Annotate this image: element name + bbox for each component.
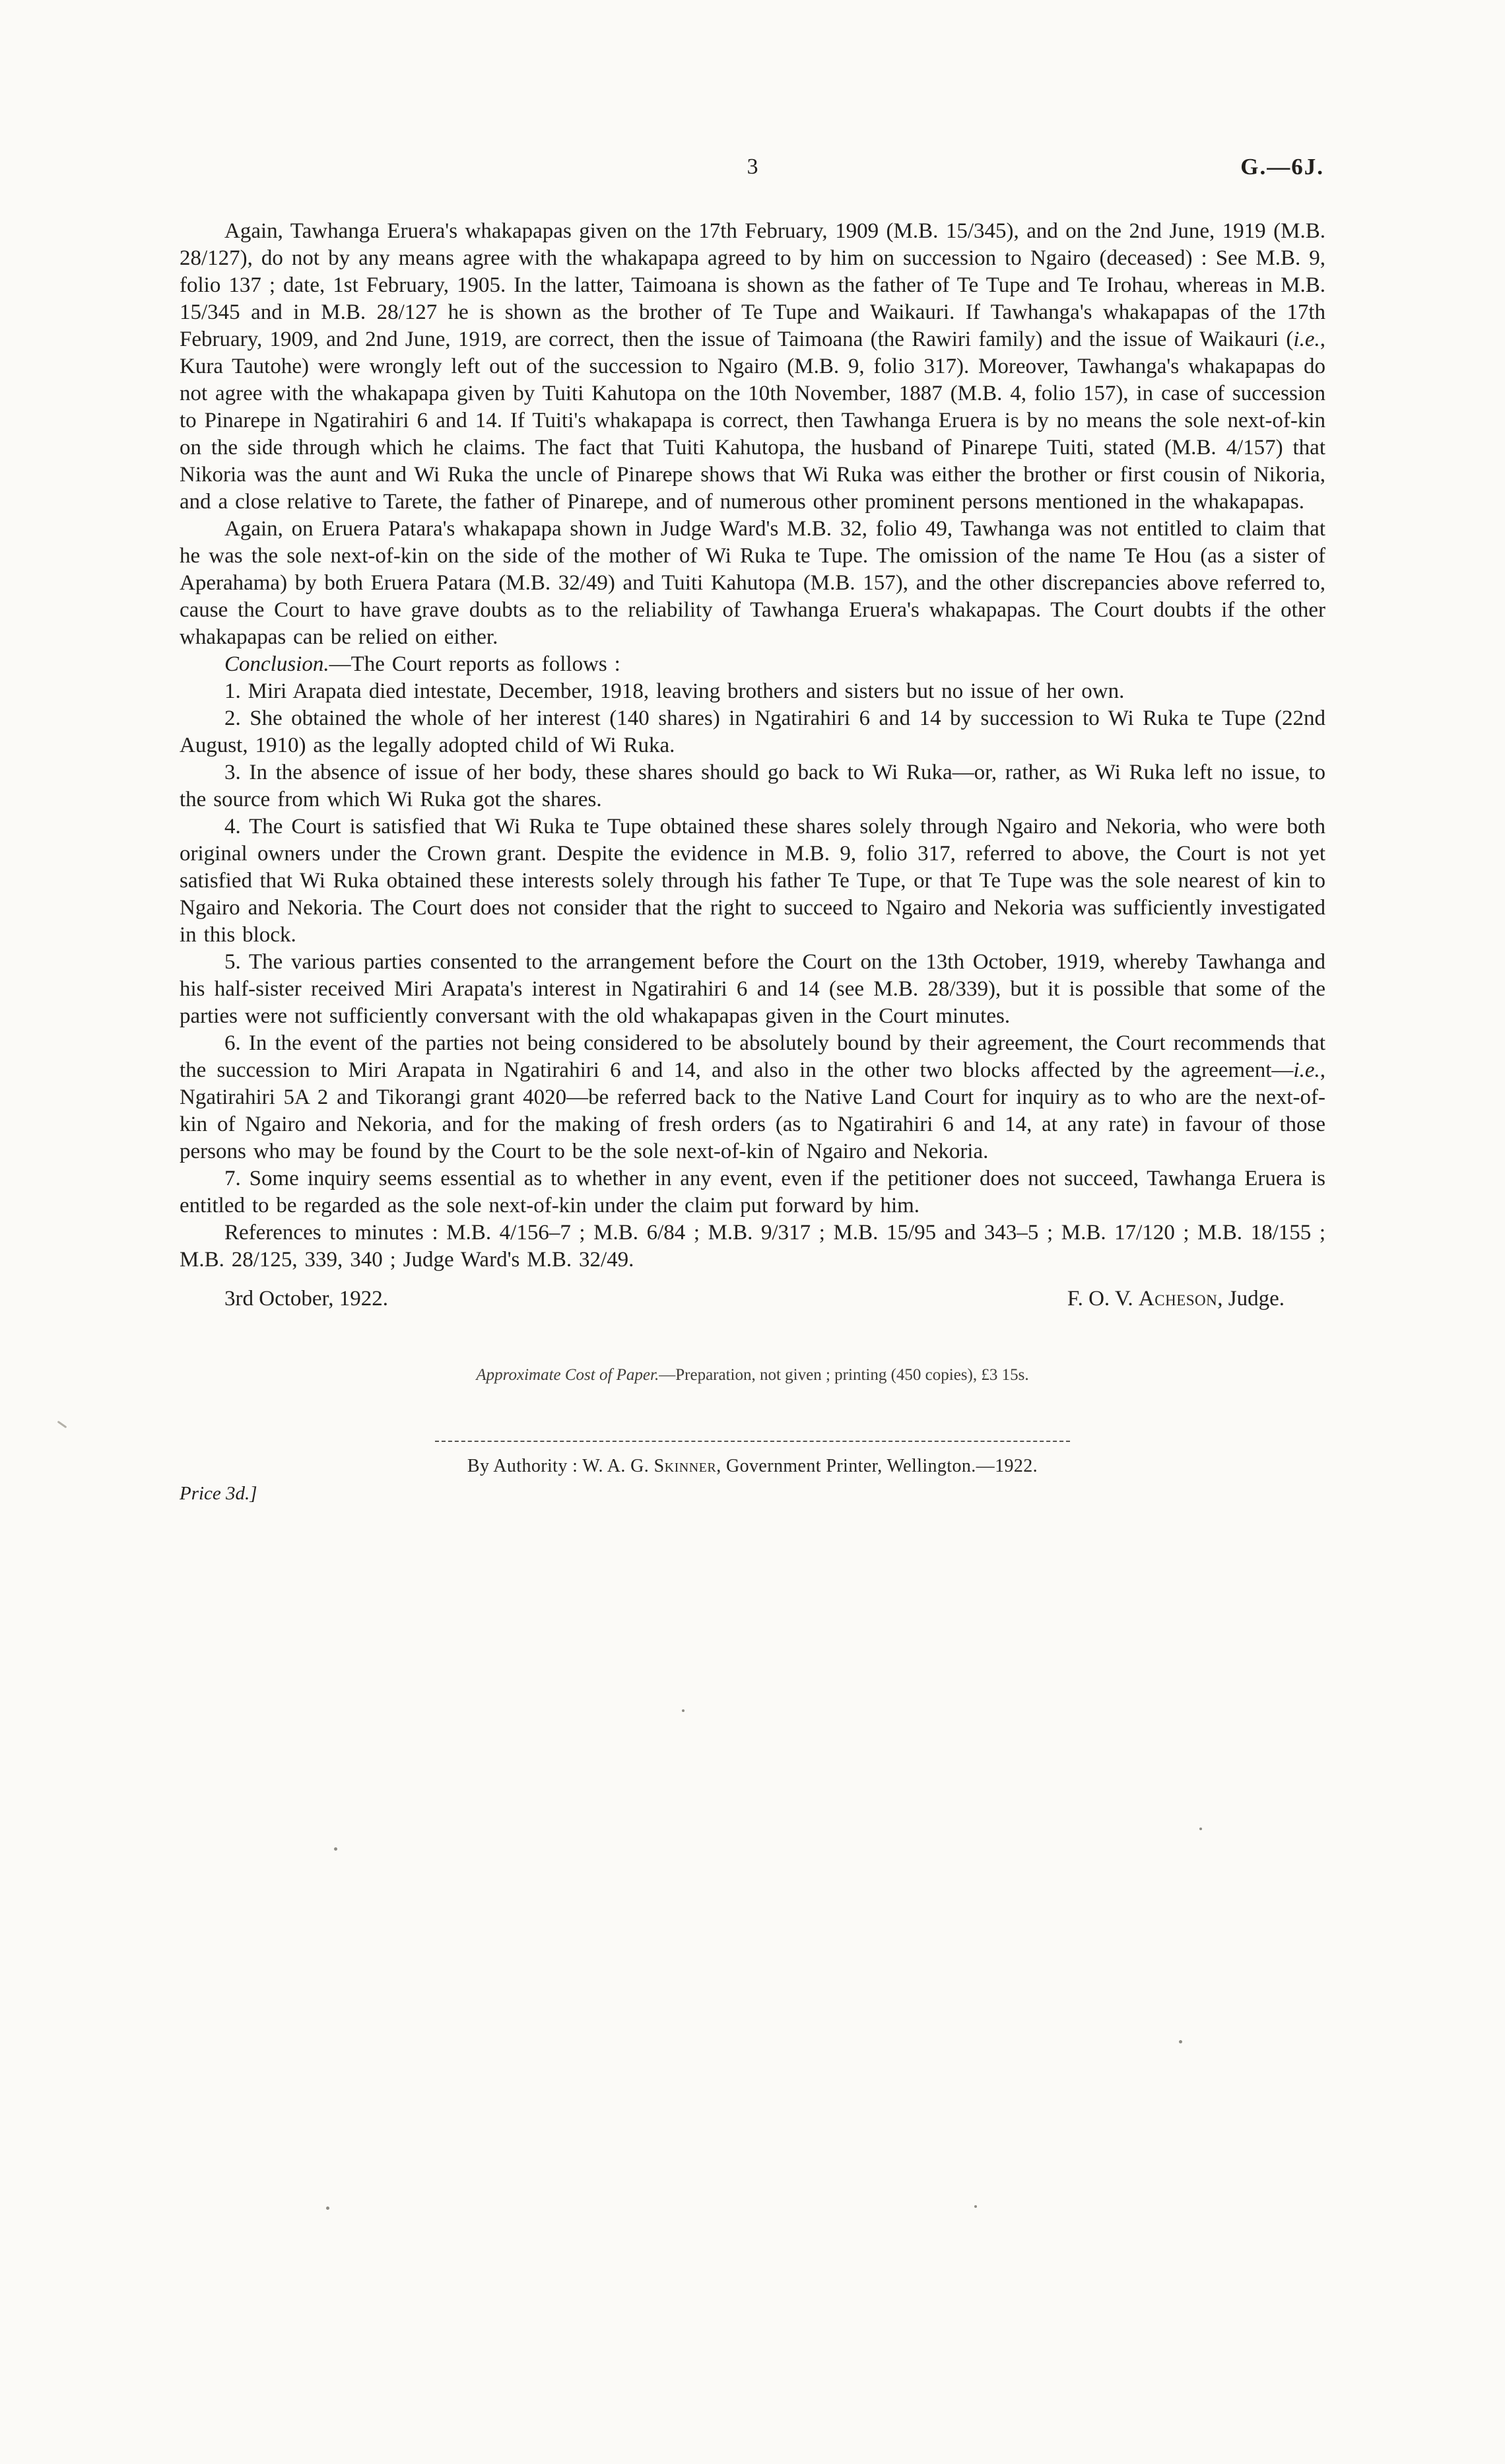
cost-of-paper-note [180, 1365, 1325, 1385]
scan-artifact [1199, 1828, 1202, 1830]
authority-line [180, 1453, 1325, 1480]
paragraph [180, 813, 1325, 949]
text-segment: i.e. [1293, 1058, 1320, 1082]
page-number: 3 [747, 154, 758, 179]
footer-block [180, 1453, 1325, 1538]
paragraph [180, 1219, 1325, 1274]
text-segment: Again, on Eruera Patara's whakapapa shown in Judge Ward's M.B. 32, folio 49, Tawhanga was not entitled to claim that he was the sole next-of-kin on the side of the mother of Wi Ruka te Tupe. The omission of the name Te Hou (as a sister of Aperahama) by both Eruera Patara (M.B. 32/49) and Tuiti Kahutopa (M.B. 157), and the other discrepancies above referred to, cause the Court to have grave doubts as to the reliability of Tawhanga Eruera's whakapapas. The Court doubts if the other whakapapas can be relied on either. [180, 517, 1325, 649]
text-segment: 7. Some inquiry seems essential as to whether in any event, even if the petitioner does not succeed, Tawhanga Eruera is entitled to be regarded as the sole next-of-kin under the claim put forward by him. [180, 1167, 1325, 1217]
price-note: Price 3d.] [180, 1483, 257, 1504]
text-segment: 3. In the absence of issue of her body, these shares should go back to Wi Ruka—or, rather, as Wi Ruka left no issue, to the source from which Wi Ruka got the shares. [180, 761, 1325, 811]
signature-row [180, 1285, 1325, 1313]
text-segment: , Government Printer, Wellington.—1922. [716, 1456, 1038, 1476]
scan-artifact [974, 2205, 977, 2208]
scan-artifact [57, 1421, 67, 1429]
document-body [180, 218, 1325, 1274]
scan-artifact [1179, 2040, 1182, 2043]
paragraph [180, 759, 1325, 813]
text-segment: Conclusion. [224, 652, 329, 676]
text-segment: Skinner [653, 1456, 717, 1476]
text-segment: References to minutes : M.B. 4/156–7 ; M.B. 6/84 ; M.B. 9/317 ; M.B. 15/95 and 343–5 ; M.B. 17/120 ; M.B. 18/155 ; M.B. 28/125, 339, 340 ; Judge Ward's M.B. 32/49. [180, 1221, 1325, 1272]
text-segment: Approximate Cost of Paper. [476, 1366, 659, 1384]
scan-artifact [326, 2207, 329, 2210]
document-reference: G.—6J. [1240, 154, 1324, 180]
text-segment: 1. Miri Arapata died intestate, December, 1918, leaving brothers and sisters but no issue of her own. [224, 679, 1125, 703]
scan-artifact [334, 1847, 337, 1851]
date-line: 3rd October, 1922. [224, 1287, 388, 1311]
paragraph [180, 1030, 1325, 1165]
paragraph [180, 705, 1325, 759]
text-segment: Again, Tawhanga Eruera's whakapapas given on the 17th February, 1909 (M.B. 15/345), and on the 2nd June, 1919 (M.B. 28/127), do not by any means agree with the whakapapa agreed to by him on succession to Ngairo (deceased) : See M.B. 9, folio 137 ; date, 1st February, 1905. In the latter, Taimoana is shown as the father of Te Tupe and Te Irohau, whereas in M.B. 15/345 and in M.B. 28/127 he is shown as the brother of Te Tupe and Waikauri. If Tawhanga's whakapapas of the 17th February, 1909, and 2nd June, 1919, are correct, then the issue of Taimoana (the Rawiri family) and the issue of Waikauri ( [180, 219, 1325, 351]
judge-signature [1067, 1285, 1285, 1313]
footer-rule [435, 1441, 1070, 1442]
paragraph [180, 651, 1325, 678]
paragraph [180, 678, 1325, 705]
page-header [180, 153, 1325, 184]
text-segment: , Judge. [1217, 1287, 1285, 1311]
paragraph [180, 949, 1325, 1030]
text-segment: i.e. [1293, 327, 1320, 351]
text-segment: By Authority : W. A. G. [467, 1456, 654, 1476]
text-segment: 4. The Court is satisfied that Wi Ruka te Tupe obtained these shares solely through Ngairo and Nekoria, who were both original owners under the Crown grant. Despite the evidence in M.B. 9, folio 317, referred to above, the Court is not yet satisfied that Wi Ruka obtained these interests solely through his father Te Tupe, or that Te Tupe was the sole nearest of kin to Ngairo and Nekoria. The Court does not consider that the right to succeed to Ngairo and Nekoria was sufficiently investigated in this block. [180, 815, 1325, 947]
paragraph [180, 516, 1325, 651]
text-segment: 2. She obtained the whole of her interest (140 shares) in Ngatirahiri 6 and 14 by succession to Wi Ruka te Tupe (22nd August, 1910) as the legally adopted child of Wi Ruka. [180, 706, 1325, 757]
paragraph [180, 1165, 1325, 1219]
document-content [180, 153, 1325, 1538]
text-segment: Acheson [1138, 1287, 1218, 1311]
text-segment: —Preparation, not given ; printing (450 copies), £3 15s. [659, 1366, 1029, 1384]
text-segment: , Ngatirahiri 5A 2 and Tikorangi grant 4020—be referred back to the Native Land Court for inquiry as to who are the next-of-kin of Ngairo and Nekoria, and for the making of fresh orders (as to Ngatirahiri 6 and 14, at any rate) in favour of those persons who may be found by the Court to be the sole next-of-kin of Ngairo and Nekoria. [180, 1058, 1325, 1163]
text-segment: F. O. V. [1067, 1287, 1139, 1311]
paragraph [180, 218, 1325, 516]
text-segment: , Kura Tautohe) were wrongly left out of the succession to Ngairo (M.B. 9, folio 317). Moreover, Tawhanga's whakapapas do not agree with the whakapapa given by Tuiti Kahutopa on the 10th November, 1887 (M.B. 4, folio 157), in case of succession to Pinarepe in Ngatirahiri 6 and 14. If Tuiti's whakapapa is correct, then Tawhanga Eruera is by no means the sole next-of-kin on the side through which he claims. The fact that Tuiti Kahutopa, the husband of Pinarepe Tuiti, stated (M.B. 4/157) that Nikoria was the aunt and Wi Ruka the uncle of Pinarepe shows that Wi Ruka was either the brother or first cousin of Nikoria, and a close relative to Tarete, the father of Pinarepe, and of numerous other prominent persons mentioned in the whakapapas. [180, 327, 1325, 514]
text-segment: 6. In the event of the parties not being considered to be absolutely bound by their agreement, the Court recommends that the succession to Miri Arapata in Ngatirahiri 6 and 14, and also in the other two blocks affected by the agreement— [180, 1031, 1325, 1082]
text-segment: 5. The various parties consented to the arrangement before the Court on the 13th October, 1919, whereby Tawhanga and his half-sister received Miri Arapata's interest in Ngatirahiri 6 and 14 (see M.B. 28/339), but it is possible that some of the parties were not sufficiently conversant with the old whakapapas given in the Court minutes. [180, 950, 1325, 1028]
scan-artifact [682, 1709, 685, 1712]
text-segment: —The Court reports as follows : [329, 652, 620, 676]
